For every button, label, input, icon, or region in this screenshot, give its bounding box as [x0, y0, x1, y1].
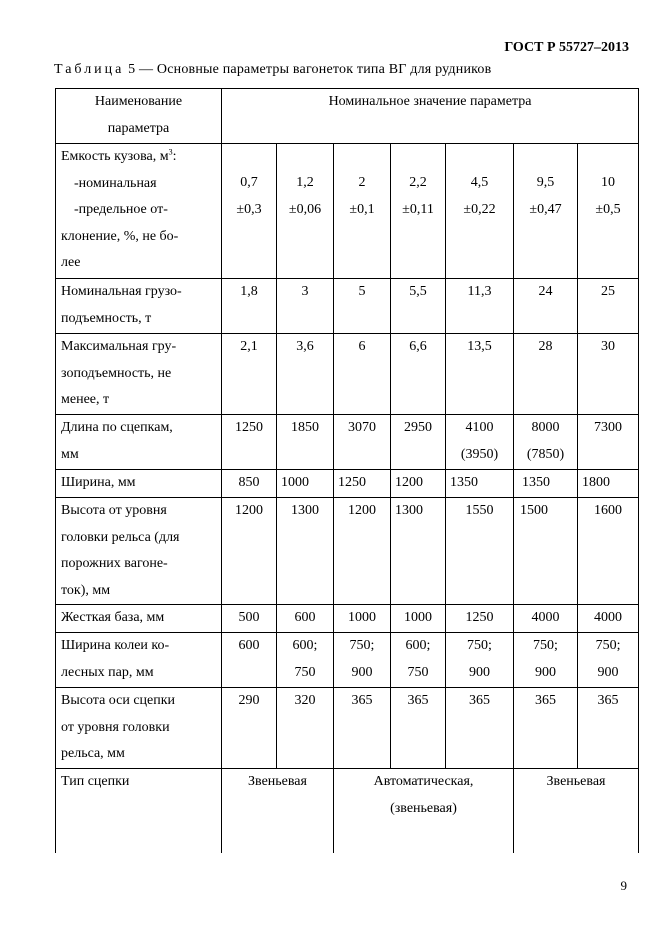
value-cell	[514, 144, 578, 279]
value-cell	[334, 769, 514, 854]
value-nominal: 0,7	[240, 175, 258, 190]
value-cell	[334, 633, 391, 688]
value-cell: 365	[578, 688, 639, 769]
value-cell	[222, 633, 277, 688]
value-cell: 5,5	[391, 279, 446, 334]
value-cell: 1000	[334, 605, 391, 633]
value-main: 4100	[465, 420, 494, 435]
label-line: головки рельса (для	[61, 529, 180, 545]
value-deviation: ±0,1	[349, 201, 375, 217]
value-cell: 1350	[446, 470, 514, 498]
value-alt: (3950)	[460, 446, 499, 462]
value-line1: 750;	[533, 638, 558, 653]
label-line: зоподъемность, не	[61, 365, 172, 381]
value-line1: 750;	[595, 638, 621, 653]
label-line: Ширина колеи ко-	[61, 638, 170, 653]
value-main: 8000	[531, 420, 560, 435]
page-number: 9	[620, 878, 627, 893]
value-line1: 600;	[292, 638, 318, 653]
value-line1: 750;	[349, 638, 375, 653]
value-cell: 1550	[446, 498, 514, 605]
label-line: Высота оси сцепки	[61, 693, 176, 708]
value-deviation: ±0,3	[236, 201, 262, 217]
row-label	[56, 498, 222, 605]
label-line	[61, 144, 217, 171]
row-label: Тип сцепки	[56, 769, 222, 854]
value-deviation: ±0,22	[463, 201, 496, 217]
table-row-max-load	[56, 334, 639, 415]
header-name-cell	[56, 89, 222, 144]
row-label	[56, 334, 222, 415]
table-row-capacity	[56, 144, 639, 279]
value-cell: 11,3	[446, 279, 514, 334]
value-cell: 4000	[514, 605, 578, 633]
value-deviation: ±0,5	[595, 201, 621, 217]
table-row-width	[56, 470, 639, 498]
value-cell	[277, 144, 334, 279]
value-cell	[391, 633, 446, 688]
value-cell: 850	[222, 470, 277, 498]
value-nominal: 2	[358, 175, 366, 190]
value-cell: 6	[334, 334, 391, 415]
value-cell	[514, 415, 578, 470]
document-code: ГОСТ Р 55727–2013	[504, 40, 629, 55]
table-row-nominal-load	[56, 279, 639, 334]
label-line: Максимальная гру-	[61, 339, 177, 354]
value-cell: 2,1	[222, 334, 277, 415]
value-line2: 900	[351, 664, 373, 680]
value-line2: 900	[469, 664, 490, 680]
label-line: рельса, мм	[61, 746, 125, 761]
value-cell: 3070	[334, 415, 391, 470]
label-line: -номинальная	[74, 175, 157, 191]
row-label	[56, 279, 222, 334]
value-cell: 1600	[578, 498, 639, 605]
value-cell: 1300	[391, 498, 446, 605]
caption-text: — Основные параметры вагонеток типа ВГ для рудников	[135, 62, 492, 77]
header-value-cell: Номинальное значение параметра	[222, 89, 639, 144]
table-row-length	[56, 415, 639, 470]
value-cell	[391, 144, 446, 279]
value-cell: 1800	[578, 470, 639, 498]
value-nominal: 1,2	[296, 175, 314, 190]
value-line2: (звеньевая)	[390, 800, 457, 816]
value-cell	[514, 633, 578, 688]
value-alt: (7850)	[526, 446, 565, 462]
label-text: Емкость кузова, м	[61, 149, 169, 164]
value-cell: 1250	[334, 470, 391, 498]
value-cell: Звеньевая	[514, 769, 639, 854]
value-cell: 1850	[277, 415, 334, 470]
value-cell: 2950	[391, 415, 446, 470]
value-cell: 24	[514, 279, 578, 334]
value-deviation: ±0,06	[288, 201, 322, 217]
value-cell	[222, 144, 277, 279]
value-deviation: ±0,47	[529, 201, 562, 217]
value-cell: Звеньевая	[222, 769, 334, 854]
table-row-coupling-type	[56, 769, 639, 854]
value-cell	[578, 633, 639, 688]
label-line: лесных пар, мм	[61, 664, 154, 680]
label-line: Номинальная грузо-	[61, 284, 182, 299]
value-cell	[446, 144, 514, 279]
value-nominal: 10	[601, 175, 616, 190]
value-cell: 3	[277, 279, 334, 334]
value-cell	[277, 633, 334, 688]
label-line: мм	[61, 446, 79, 462]
header-name-line1: Наименование	[94, 94, 183, 109]
value-cell: 365	[446, 688, 514, 769]
value-cell: 365	[391, 688, 446, 769]
label-line: ток), мм	[61, 582, 111, 598]
label-line: лее	[61, 255, 81, 270]
value-line1: Автоматическая,	[373, 774, 474, 789]
value-cell: 320	[277, 688, 334, 769]
value-cell: 365	[334, 688, 391, 769]
table-row-gauge	[56, 633, 639, 688]
row-label: Жесткая база, мм	[56, 605, 222, 633]
value-cell	[334, 144, 391, 279]
value-line1: 600;	[405, 638, 431, 653]
row-label	[56, 144, 222, 279]
row-label: Ширина, мм	[56, 470, 222, 498]
value-cell: 5	[334, 279, 391, 334]
label-line: Высота от уровня	[61, 503, 167, 518]
parameters-table	[55, 88, 639, 853]
label-colon: :	[172, 149, 177, 164]
value-nominal: 4,5	[470, 175, 489, 190]
value-deviation: ±0,11	[402, 201, 434, 217]
value-cell: 1250	[446, 605, 514, 633]
value-cell: 290	[222, 688, 277, 769]
value-line2: 900	[597, 664, 619, 680]
value-cell: 1250	[222, 415, 277, 470]
value-cell: 1300	[277, 498, 334, 605]
row-label	[56, 688, 222, 769]
value-nominal: 2,2	[409, 175, 427, 190]
value-cell: 1000	[277, 470, 334, 498]
table-row-coupling-height	[56, 688, 639, 769]
label-line: Длина по сцепкам,	[61, 420, 173, 435]
label-line: -предельное от-	[74, 202, 168, 217]
value-cell: 1200	[391, 470, 446, 498]
value-cell	[446, 633, 514, 688]
value-cell: 1500	[514, 498, 578, 605]
value-cell: 6,6	[391, 334, 446, 415]
value-cell: 7300	[578, 415, 639, 470]
table-row-height	[56, 498, 639, 605]
label-line: менее, т	[61, 392, 110, 407]
label-line: от уровня головки	[61, 719, 170, 735]
label-line: клонение, %, не бо-	[61, 228, 179, 244]
value-line1: 600	[238, 638, 260, 653]
table-caption	[54, 62, 491, 78]
caption-number: 5	[128, 62, 136, 77]
value-nominal: 9,5	[536, 175, 555, 190]
row-label	[56, 415, 222, 470]
value-cell: 30	[578, 334, 639, 415]
row-label	[56, 633, 222, 688]
table-header-row	[56, 89, 639, 144]
value-cell: 365	[514, 688, 578, 769]
value-cell: 3,6	[277, 334, 334, 415]
value-cell: 4000	[578, 605, 639, 633]
value-line1: 750;	[467, 638, 492, 653]
table-row-wheelbase	[56, 605, 639, 633]
value-cell: 1350	[514, 470, 578, 498]
value-line2: 750	[294, 664, 316, 680]
value-cell: 1200	[334, 498, 391, 605]
label-line: порожних вагоне-	[61, 556, 168, 571]
value-cell: 25	[578, 279, 639, 334]
label-line: подъемность, т	[61, 310, 152, 326]
label-superscript: 3	[168, 147, 173, 157]
value-cell: 500	[222, 605, 277, 633]
value-cell: 13,5	[446, 334, 514, 415]
caption-prefix: Таблица	[54, 62, 125, 77]
value-cell	[446, 415, 514, 470]
value-line2: 900	[535, 664, 556, 680]
value-cell: 1200	[222, 498, 277, 605]
value-cell: 600	[277, 605, 334, 633]
value-cell: 28	[514, 334, 578, 415]
value-cell: 1000	[391, 605, 446, 633]
value-cell: 1,8	[222, 279, 277, 334]
header-name-line2: параметра	[107, 120, 170, 136]
value-cell	[578, 144, 639, 279]
value-line2: 750	[407, 664, 429, 680]
